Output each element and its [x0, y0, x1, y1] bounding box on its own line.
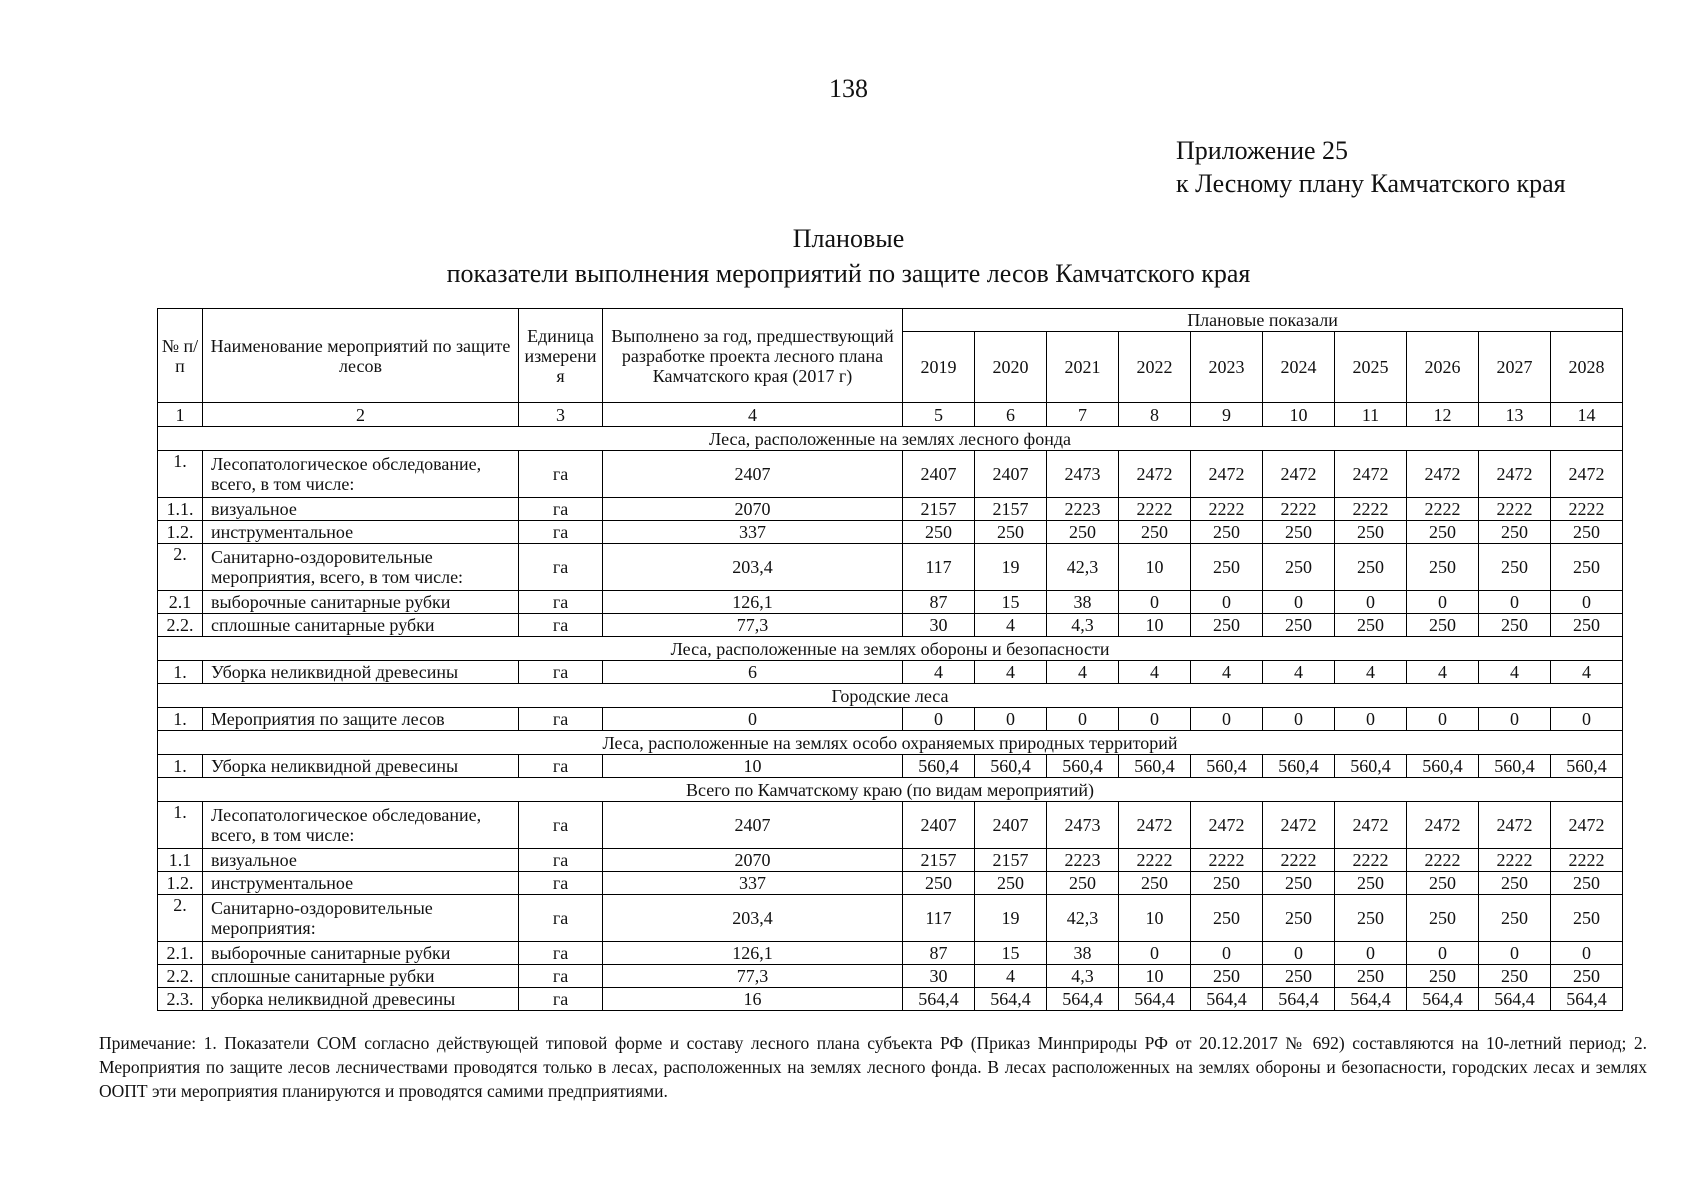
row-year-value: 250 [903, 521, 975, 544]
row-year-value: 2223 [1047, 498, 1119, 521]
header-year: 2027 [1479, 332, 1551, 403]
row-year-value: 250 [1047, 872, 1119, 895]
row-measure-name: Мероприятия по защите лесов [203, 708, 519, 731]
row-year-value: 2157 [975, 498, 1047, 521]
column-index-cell: 6 [975, 403, 1047, 427]
row-year-value: 0 [1335, 591, 1407, 614]
row-measure-name: Уборка неликвидной древесины [203, 755, 519, 778]
header-name: Наименование мероприятий по защите лесов [203, 309, 519, 403]
header-unit: Единица измерени я [519, 309, 603, 403]
row-year-value: 15 [975, 591, 1047, 614]
row-measure-name: сплошные санитарные рубки [203, 965, 519, 988]
row-year-value: 2222 [1119, 498, 1191, 521]
row-year-value: 19 [975, 895, 1047, 942]
row-year-value: 2472 [1335, 802, 1407, 849]
row-year-value: 30 [903, 965, 975, 988]
column-index-row [158, 403, 1623, 427]
row-number: 2.1. [158, 942, 203, 965]
row-year-value: 250 [975, 521, 1047, 544]
row-year-value: 2407 [975, 802, 1047, 849]
row-year-value: 2473 [1047, 802, 1119, 849]
row-number: 1. [158, 802, 203, 849]
section-title: Леса, расположенные на землях особо охраняемых природных территорий [158, 731, 1623, 755]
row-year-value: 250 [1479, 872, 1551, 895]
row-number: 1.1 [158, 849, 203, 872]
row-year-value: 0 [1407, 708, 1479, 731]
row-year-value: 2472 [1119, 802, 1191, 849]
row-year-value: 0 [1263, 942, 1335, 965]
row-year-value: 0 [1479, 942, 1551, 965]
table-row [158, 755, 1623, 778]
section-row [158, 684, 1623, 708]
row-year-value: 250 [975, 872, 1047, 895]
row-unit: га [519, 451, 603, 498]
header-planned: Плановые показали [903, 309, 1623, 332]
header-year: 2024 [1263, 332, 1335, 403]
row-year-value: 560,4 [1479, 755, 1551, 778]
row-year-value: 4 [1407, 661, 1479, 684]
row-measure-name: визуальное [203, 498, 519, 521]
row-number: 2.1 [158, 591, 203, 614]
row-year-value: 560,4 [903, 755, 975, 778]
row-year-value: 560,4 [1335, 755, 1407, 778]
row-year-value: 250 [1191, 521, 1263, 544]
header-year: 2021 [1047, 332, 1119, 403]
row-year-value: 4 [975, 965, 1047, 988]
row-unit: га [519, 942, 603, 965]
section-title: Леса, расположенные на землях лесного фонда [158, 427, 1623, 451]
row-year-value: 0 [1479, 591, 1551, 614]
row-unit: га [519, 498, 603, 521]
row-year-value: 250 [1263, 544, 1335, 591]
row-year-value: 250 [1407, 965, 1479, 988]
row-year-value: 2222 [1407, 498, 1479, 521]
row-year-value: 0 [1191, 591, 1263, 614]
section-row [158, 427, 1623, 451]
row-year-value: 250 [1479, 614, 1551, 637]
row-year-value: 250 [1335, 965, 1407, 988]
row-year-value: 0 [903, 708, 975, 731]
row-year-value: 4 [1191, 661, 1263, 684]
row-year-value: 250 [1191, 614, 1263, 637]
row-year-value: 250 [1191, 544, 1263, 591]
row-year-value: 0 [1191, 942, 1263, 965]
row-year-value: 2222 [1263, 498, 1335, 521]
row-year-value: 250 [1407, 872, 1479, 895]
table-row [158, 614, 1623, 637]
header-year: 2020 [975, 332, 1047, 403]
header-year: 2022 [1119, 332, 1191, 403]
table-row [158, 708, 1623, 731]
row-year-value: 0 [1263, 708, 1335, 731]
row-year-value: 4 [1119, 661, 1191, 684]
column-index-cell: 9 [1191, 403, 1263, 427]
row-year-value: 0 [1335, 942, 1407, 965]
table-row [158, 872, 1623, 895]
row-year-value: 250 [903, 872, 975, 895]
column-index-cell: 5 [903, 403, 975, 427]
row-measure-name: выборочные санитарные рубки [203, 942, 519, 965]
row-year-value: 564,4 [1479, 988, 1551, 1011]
row-unit: га [519, 521, 603, 544]
row-number: 1. [158, 708, 203, 731]
row-unit: га [519, 988, 603, 1011]
row-year-value: 250 [1335, 895, 1407, 942]
row-year-value: 250 [1263, 965, 1335, 988]
table-row [158, 965, 1623, 988]
row-year-value: 250 [1407, 544, 1479, 591]
row-year-value: 4 [1047, 661, 1119, 684]
row-done-2017: 6 [603, 661, 903, 684]
row-year-value: 4 [975, 661, 1047, 684]
row-done-2017: 2407 [603, 802, 903, 849]
row-unit: га [519, 591, 603, 614]
row-year-value: 4 [1551, 661, 1623, 684]
table-row [158, 451, 1623, 498]
row-year-value: 15 [975, 942, 1047, 965]
row-year-value: 117 [903, 544, 975, 591]
row-year-value: 2472 [1407, 802, 1479, 849]
row-year-value: 2222 [1551, 498, 1623, 521]
row-year-value: 250 [1551, 521, 1623, 544]
row-year-value: 564,4 [1551, 988, 1623, 1011]
section-title: Леса, расположенные на землях обороны и безопасности [158, 637, 1623, 661]
table-row [158, 802, 1623, 849]
row-number: 2.2. [158, 965, 203, 988]
document-title [0, 221, 1697, 291]
row-year-value: 0 [1551, 708, 1623, 731]
row-done-2017: 2070 [603, 498, 903, 521]
row-year-value: 2472 [1407, 451, 1479, 498]
row-year-value: 250 [1335, 872, 1407, 895]
row-year-value: 117 [903, 895, 975, 942]
row-year-value: 4,3 [1047, 965, 1119, 988]
row-year-value: 0 [1047, 708, 1119, 731]
row-unit: га [519, 872, 603, 895]
header-num: № п/п [158, 309, 203, 403]
row-year-value: 250 [1551, 872, 1623, 895]
row-year-value: 2472 [1263, 451, 1335, 498]
table-row [158, 521, 1623, 544]
row-done-2017: 16 [603, 988, 903, 1011]
row-unit: га [519, 895, 603, 942]
row-unit: га [519, 544, 603, 591]
row-year-value: 0 [1551, 942, 1623, 965]
row-year-value: 250 [1335, 614, 1407, 637]
row-year-value: 2472 [1335, 451, 1407, 498]
row-year-value: 564,4 [903, 988, 975, 1011]
row-number: 2.3. [158, 988, 203, 1011]
row-year-value: 564,4 [1119, 988, 1191, 1011]
row-year-value: 250 [1263, 895, 1335, 942]
row-year-value: 250 [1479, 965, 1551, 988]
row-year-value: 42,3 [1047, 895, 1119, 942]
row-year-value: 560,4 [1119, 755, 1191, 778]
row-year-value: 2157 [975, 849, 1047, 872]
row-year-value: 560,4 [1191, 755, 1263, 778]
row-year-value: 2472 [1263, 802, 1335, 849]
row-unit: га [519, 849, 603, 872]
row-year-value: 564,4 [1047, 988, 1119, 1011]
table-body [158, 427, 1623, 1011]
row-year-value: 2472 [1479, 802, 1551, 849]
row-number: 1.2. [158, 521, 203, 544]
row-year-value: 2472 [1551, 451, 1623, 498]
row-year-value: 38 [1047, 942, 1119, 965]
row-year-value: 250 [1407, 614, 1479, 637]
row-year-value: 564,4 [975, 988, 1047, 1011]
row-number: 1.1. [158, 498, 203, 521]
row-year-value: 250 [1551, 895, 1623, 942]
row-year-value: 250 [1191, 895, 1263, 942]
row-year-value: 0 [1407, 942, 1479, 965]
row-year-value: 250 [1119, 521, 1191, 544]
row-measure-name: визуальное [203, 849, 519, 872]
row-measure-name: Лесопатологическое обследование, всего, в том числе: [203, 451, 519, 498]
row-year-value: 0 [1119, 942, 1191, 965]
row-number: 2. [158, 895, 203, 942]
row-year-value: 0 [1335, 708, 1407, 731]
row-done-2017: 0 [603, 708, 903, 731]
row-year-value: 2157 [903, 849, 975, 872]
row-year-value: 0 [1551, 591, 1623, 614]
row-year-value: 250 [1551, 614, 1623, 637]
table-row [158, 942, 1623, 965]
row-year-value: 250 [1335, 544, 1407, 591]
row-done-2017: 10 [603, 755, 903, 778]
row-number: 1. [158, 755, 203, 778]
footnote: Примечание: 1. Показатели СОМ согласно действующей типовой форме и составу лесного плана субъекта РФ (Приказ Минприроды РФ от 20.12.2017 № 692) составляются на 10-летний период; 2. Мероприятия по защите лесов лесничествами проводятся только в лесах, расположенных на землях лесного фонда. В лесах расположенных на землях обороны и безопасности, городских лесах и землях ООПТ эти мероприятия планируются и проводятся самими предприятиями. [99, 1033, 1647, 1101]
column-index-cell: 11 [1335, 403, 1407, 427]
header-year: 2019 [903, 332, 975, 403]
row-year-value: 564,4 [1191, 988, 1263, 1011]
row-done-2017: 337 [603, 521, 903, 544]
row-year-value: 2472 [1119, 451, 1191, 498]
forest-protection-table [157, 308, 1623, 1011]
column-index-cell: 2 [203, 403, 519, 427]
row-year-value: 4 [1263, 661, 1335, 684]
row-year-value: 2222 [1407, 849, 1479, 872]
row-year-value: 0 [1119, 708, 1191, 731]
row-year-value: 2222 [1191, 849, 1263, 872]
row-year-value: 0 [1263, 591, 1335, 614]
row-year-value: 2222 [1119, 849, 1191, 872]
row-year-value: 4 [903, 661, 975, 684]
row-year-value: 564,4 [1407, 988, 1479, 1011]
page-number: 138 [829, 74, 868, 103]
row-done-2017: 126,1 [603, 591, 903, 614]
column-index-cell: 3 [519, 403, 603, 427]
row-measure-name: инструментальное [203, 872, 519, 895]
row-year-value: 250 [1119, 872, 1191, 895]
row-unit: га [519, 661, 603, 684]
header-year: 2028 [1551, 332, 1623, 403]
row-year-value: 560,4 [1551, 755, 1623, 778]
row-done-2017: 2407 [603, 451, 903, 498]
row-year-value: 560,4 [1047, 755, 1119, 778]
row-year-value: 87 [903, 591, 975, 614]
section-row [158, 778, 1623, 802]
row-year-value: 250 [1407, 521, 1479, 544]
row-year-value: 2222 [1479, 849, 1551, 872]
row-year-value: 2222 [1335, 849, 1407, 872]
row-number: 1. [158, 661, 203, 684]
row-year-value: 0 [1479, 708, 1551, 731]
row-year-value: 250 [1191, 872, 1263, 895]
row-year-value: 2472 [1191, 451, 1263, 498]
row-year-value: 2222 [1263, 849, 1335, 872]
table-row [158, 895, 1623, 942]
row-year-value: 0 [1191, 708, 1263, 731]
column-index-cell: 13 [1479, 403, 1551, 427]
column-index-cell: 10 [1263, 403, 1335, 427]
row-measure-name: Лесопатологическое обследование, всего, в том числе: [203, 802, 519, 849]
column-index-cell: 7 [1047, 403, 1119, 427]
row-year-value: 250 [1263, 614, 1335, 637]
row-year-value: 0 [975, 708, 1047, 731]
row-year-value: 560,4 [975, 755, 1047, 778]
row-year-value: 10 [1119, 895, 1191, 942]
row-year-value: 250 [1479, 895, 1551, 942]
row-measure-name: инструментальное [203, 521, 519, 544]
row-year-value: 564,4 [1335, 988, 1407, 1011]
row-year-value: 2407 [975, 451, 1047, 498]
row-year-value: 0 [1119, 591, 1191, 614]
row-year-value: 2222 [1551, 849, 1623, 872]
row-done-2017: 77,3 [603, 614, 903, 637]
row-year-value: 250 [1551, 965, 1623, 988]
row-unit: га [519, 708, 603, 731]
row-measure-name: выборочные санитарные рубки [203, 591, 519, 614]
row-done-2017: 203,4 [603, 544, 903, 591]
row-unit: га [519, 614, 603, 637]
row-year-value: 4 [1479, 661, 1551, 684]
row-year-value: 4 [1335, 661, 1407, 684]
row-year-value: 2222 [1191, 498, 1263, 521]
title-line-2: показатели выполнения мероприятий по защите лесов Камчатского края [446, 259, 1251, 288]
row-year-value: 2472 [1479, 451, 1551, 498]
appendix-line-2: к Лесному плану Камчатского края [1176, 169, 1566, 198]
section-title: Всего по Камчатскому краю (по видам мероприятий) [158, 778, 1623, 802]
header-year: 2025 [1335, 332, 1407, 403]
row-measure-name: сплошные санитарные рубки [203, 614, 519, 637]
row-year-value: 38 [1047, 591, 1119, 614]
column-index-cell: 8 [1119, 403, 1191, 427]
row-year-value: 0 [1407, 591, 1479, 614]
row-year-value: 250 [1407, 895, 1479, 942]
row-done-2017: 203,4 [603, 895, 903, 942]
row-year-value: 2222 [1479, 498, 1551, 521]
row-done-2017: 2070 [603, 849, 903, 872]
table-row [158, 498, 1623, 521]
section-row [158, 637, 1623, 661]
row-unit: га [519, 755, 603, 778]
title-line-1: Плановые [792, 224, 905, 253]
row-year-value: 250 [1263, 521, 1335, 544]
row-year-value: 19 [975, 544, 1047, 591]
row-year-value: 560,4 [1263, 755, 1335, 778]
row-year-value: 250 [1335, 521, 1407, 544]
column-index-cell: 4 [603, 403, 903, 427]
header-done-2017: Выполнено за год, предшествующий разработке проекта лесного плана Камчатского края (2017 г) [603, 309, 903, 403]
row-number: 1.2. [158, 872, 203, 895]
row-year-value: 2472 [1551, 802, 1623, 849]
row-number: 2.2. [158, 614, 203, 637]
row-year-value: 4 [975, 614, 1047, 637]
table-row [158, 661, 1623, 684]
appendix-caption [1176, 134, 1566, 200]
column-index-cell: 12 [1407, 403, 1479, 427]
row-year-value: 250 [1191, 965, 1263, 988]
row-number: 1. [158, 451, 203, 498]
table-row [158, 591, 1623, 614]
row-unit: га [519, 965, 603, 988]
row-year-value: 2407 [903, 451, 975, 498]
table-row [158, 988, 1623, 1011]
row-year-value: 10 [1119, 544, 1191, 591]
row-year-value: 2472 [1191, 802, 1263, 849]
row-done-2017: 337 [603, 872, 903, 895]
row-year-value: 2473 [1047, 451, 1119, 498]
row-year-value: 2157 [903, 498, 975, 521]
row-measure-name: уборка неликвидной древесины [203, 988, 519, 1011]
row-year-value: 42,3 [1047, 544, 1119, 591]
row-done-2017: 77,3 [603, 965, 903, 988]
row-year-value: 250 [1047, 521, 1119, 544]
row-number: 2. [158, 544, 203, 591]
header-year: 2026 [1407, 332, 1479, 403]
column-index-cell: 14 [1551, 403, 1623, 427]
row-year-value: 250 [1479, 521, 1551, 544]
row-year-value: 250 [1479, 544, 1551, 591]
table-row [158, 849, 1623, 872]
row-year-value: 2223 [1047, 849, 1119, 872]
row-year-value: 560,4 [1407, 755, 1479, 778]
row-year-value: 87 [903, 942, 975, 965]
column-index-cell: 1 [158, 403, 203, 427]
section-row [158, 731, 1623, 755]
row-year-value: 4,3 [1047, 614, 1119, 637]
section-title: Городские леса [158, 684, 1623, 708]
row-measure-name: Санитарно-оздоровительные мероприятия, всего, в том числе: [203, 544, 519, 591]
row-done-2017: 126,1 [603, 942, 903, 965]
row-year-value: 564,4 [1263, 988, 1335, 1011]
row-year-value: 2407 [903, 802, 975, 849]
table-row [158, 544, 1623, 591]
row-year-value: 2222 [1335, 498, 1407, 521]
row-year-value: 10 [1119, 965, 1191, 988]
appendix-line-1: Приложение 25 [1176, 136, 1349, 165]
row-measure-name: Уборка неликвидной древесины [203, 661, 519, 684]
row-measure-name: Санитарно-оздоровительные мероприятия: [203, 895, 519, 942]
row-year-value: 10 [1119, 614, 1191, 637]
header-year: 2023 [1191, 332, 1263, 403]
row-year-value: 250 [1551, 544, 1623, 591]
row-unit: га [519, 802, 603, 849]
row-year-value: 30 [903, 614, 975, 637]
row-year-value: 250 [1263, 872, 1335, 895]
